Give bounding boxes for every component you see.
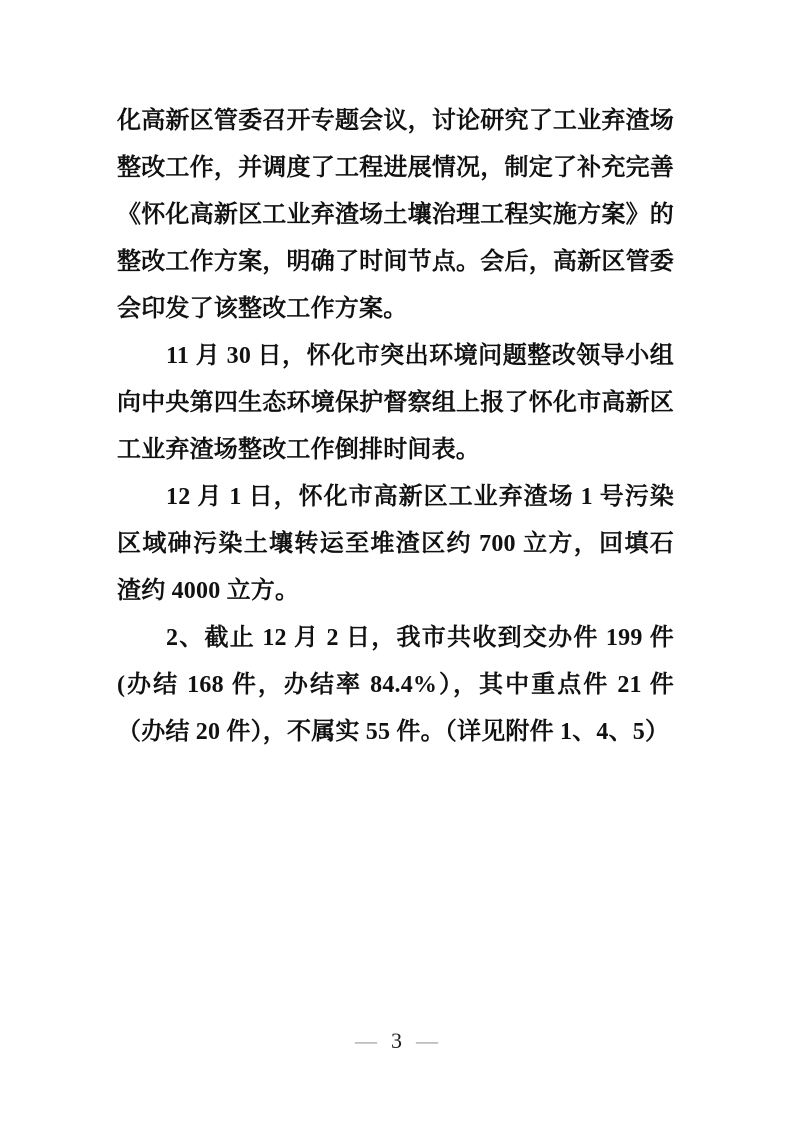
paragraph-item2-stats: 2、截止 12 月 2 日，我市共收到交办件 199 件(办结 168 件，办结率 84.4%），其中重点件 21 件（办结 20 件），不属实 55 件。（详见附件 1、4、5） (117, 625, 674, 745)
page-footer (0, 1028, 793, 1054)
paragraph-dec1: 12 月 1 日，怀化市高新区工业弃渣场 1 号污染区域砷污染土壤转运至堆渣区约 700 立方，回填石渣约 4000 立方。 (117, 484, 674, 604)
page-number: 3 (391, 1028, 402, 1053)
footer-dash-right: — (416, 1028, 438, 1053)
paragraph-nov30: 11 月 30 日，怀化市突出环境问题整改领导小组向中央第四生态环境保护督察组上报了怀化市高新区工业弃渣场整改工作倒排时间表。 (117, 343, 674, 463)
document-body (117, 98, 674, 756)
paragraph-continuation: 化高新区管委召开专题会议，讨论研究了工业弃渣场整改工作，并调度了工程进展情况，制定了补充完善《怀化高新区工业弃渣场土壤治理工程实施方案》的整改工作方案，明确了时间节点。会后，高新区管委会印发了该整改工作方案。 (117, 108, 674, 322)
footer-dash-left: — (355, 1028, 377, 1053)
